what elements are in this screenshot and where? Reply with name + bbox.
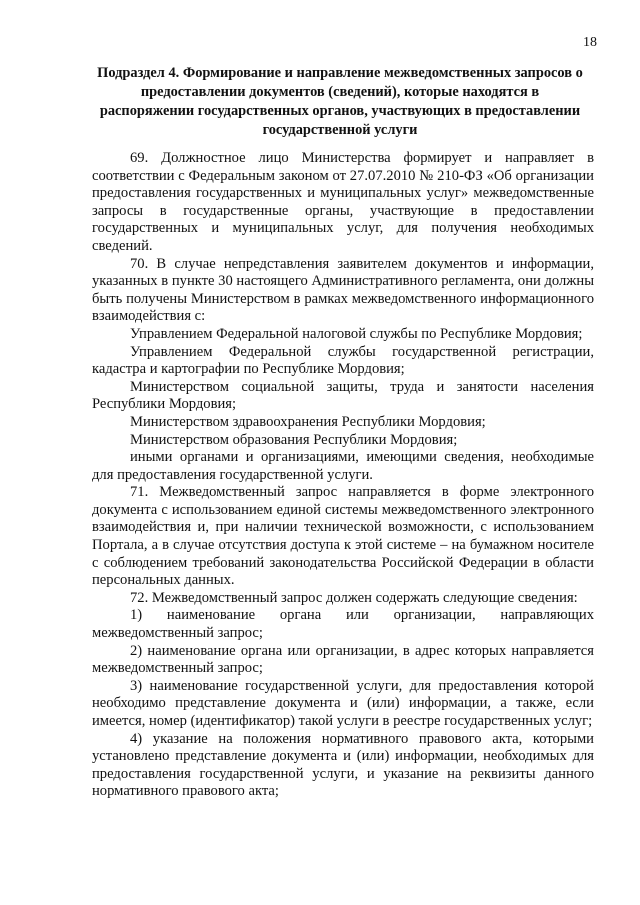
section-heading: Подраздел 4. Формирование и направление межведомственных запросов о предоставлении документов (сведений), которые находятся в распоряжении государственных органов, участвующих в предоставлении государственной услуги bbox=[97, 65, 583, 138]
paragraph-71: 71. Межведомственный запрос направляется в форме электронного документа с использованием единой системы межведомственного электронного взаимодействия и, при наличии технической возможности, с использованием Портала, а в случае отсутствия доступа к этой системе – на бумажном носителе с соблюдением требований законодательства Российской Федерации в области персональных данных. bbox=[92, 484, 594, 589]
paragraph-70: 70. В случае непредставления заявителем документов и информации, указанных в пункте 30 настоящего Административного регламента, они должны быть получены Министерством в рамках межведомственного информационного взаимодействия с: bbox=[92, 255, 594, 325]
paragraph-72: 72. Межведомственный запрос должен содержать следующие сведения: bbox=[130, 589, 578, 606]
requirement-item-4: 4) указание на положения нормативного правового акта, которыми установлено представление документа и (или) информации, необходимых для предоставления государственной услуги, и указание на реквизиты данного нормативного правового акта; bbox=[92, 730, 594, 800]
list-item-social-ministry: Министерством социальной защиты, труда и занятости населения Республики Мордовия; bbox=[92, 378, 594, 413]
list-item-tax-service: Управлением Федеральной налоговой службы по Республике Мордовия; bbox=[130, 325, 583, 342]
page-number: 18 bbox=[583, 35, 597, 50]
requirement-item-1: 1) наименование органа или организации, направляющих межведомственный запрос; bbox=[92, 607, 594, 642]
document-body bbox=[92, 150, 594, 801]
list-item-education-ministry: Министерством образования Республики Мордовия; bbox=[130, 431, 458, 448]
list-item-registration-service: Управлением Федеральной службы государственной регистрации, кадастра и картографии по Республике Мордовия; bbox=[92, 343, 594, 378]
requirement-item-3: 3) наименование государственной услуги, для предоставления которой необходимо представление документа и (или) информации, а также, если имеется, номер (идентификатор) такой услуги в реестре государственных услуг; bbox=[92, 677, 594, 729]
list-item-other-bodies: иными органами и организациями, имеющими сведения, необходимые для предоставления государственной услуги. bbox=[92, 449, 594, 483]
paragraph-69: 69. Должностное лицо Министерства формирует и направляет в соответствии с Федеральным законом от 27.07.2010 № 210-ФЗ «Об организации предоставления государственных и муниципальных услуг» межведомственные запросы в государственные органы, участвующие в предоставлении государственных и муниципальных услуг, для получения необходимых сведений. bbox=[92, 150, 594, 254]
requirement-item-2: 2) наименование органа или организации, в адрес которых направляется межведомственный запрос; bbox=[92, 642, 594, 677]
list-item-health-ministry: Министерством здравоохранения Республики Мордовия; bbox=[130, 413, 486, 430]
